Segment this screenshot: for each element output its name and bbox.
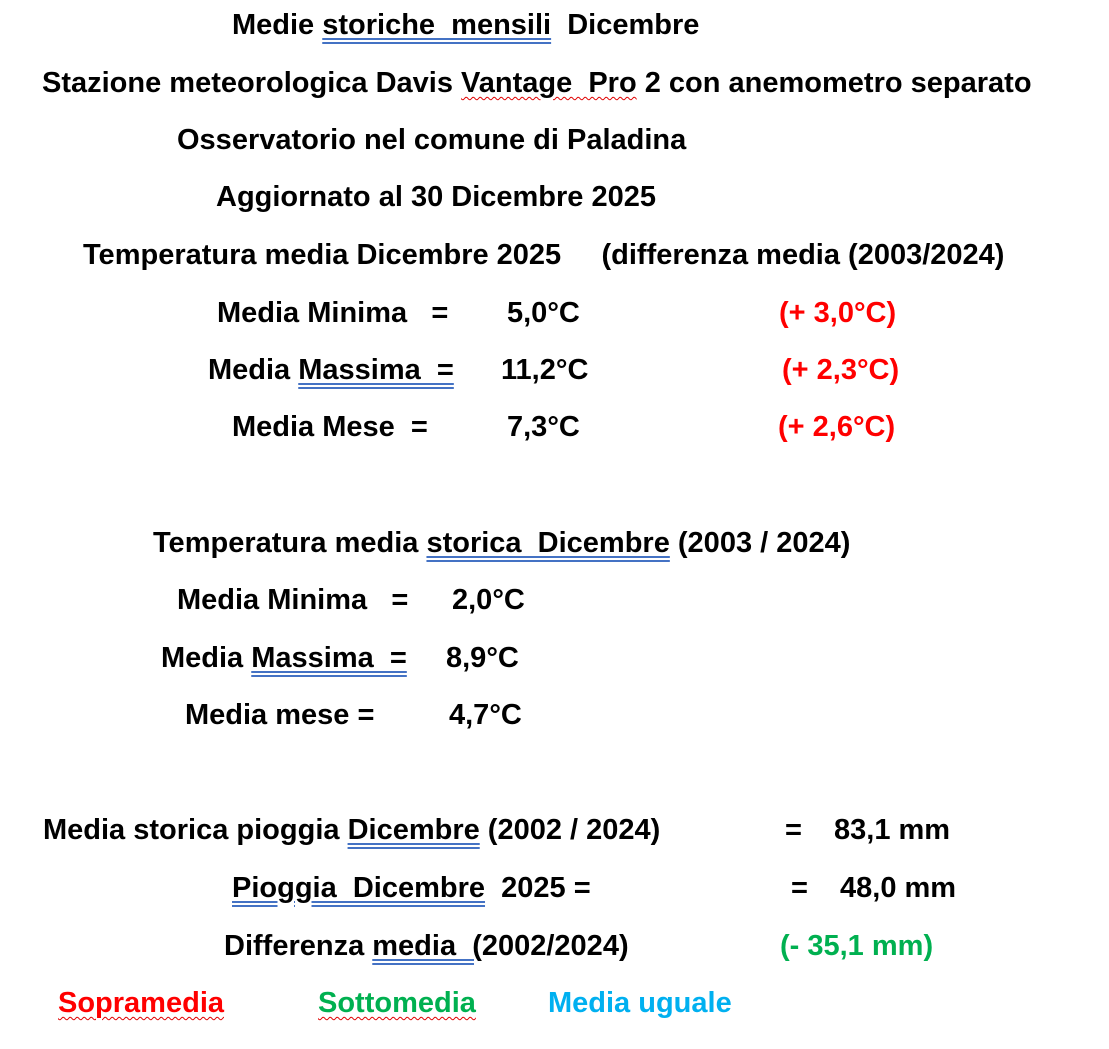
current-month-value: 7,3°C — [507, 411, 580, 443]
rain-historical-label: Media storica pioggia Dicembre (2002 / 2024) — [43, 814, 661, 846]
legend-below-average: Sottomedia — [318, 987, 476, 1019]
current-max-label: Media Massima = — [208, 354, 454, 386]
observatory-line: Osservatorio nel comune di Paladina — [177, 124, 687, 156]
station-line: Stazione meteorologica Davis Vantage Pro 2 con anemometro separato — [42, 67, 1032, 99]
rain-current-label: Pioggia Dicembre 2025 = — [232, 872, 591, 904]
current-temp-heading: Temperatura media Dicembre 2025 (differenza media (2003/2024) — [83, 239, 1005, 271]
historical-min-label: Media Minima = — [177, 584, 409, 616]
historical-max-label: Media Massima = — [161, 642, 407, 674]
rain-difference-label: Differenza media (2002/2024) — [224, 930, 629, 962]
historical-month-label: Media mese = — [185, 699, 375, 731]
historical-month-value: 4,7°C — [449, 699, 522, 731]
current-month-diff: (+ 2,6°C) — [778, 411, 896, 443]
updated-line: Aggiornato al 30 Dicembre 2025 — [216, 181, 656, 213]
legend-above-average: Sopramedia — [58, 987, 224, 1019]
current-min-value: 5,0°C — [507, 297, 580, 329]
rain-current-value: 48,0 mm — [840, 872, 957, 904]
current-min-label: Media Minima = — [217, 297, 449, 329]
historical-max-value: 8,9°C — [446, 642, 519, 674]
legend-equal-average: Media uguale — [548, 987, 732, 1019]
rain-difference-value: (- 35,1 mm) — [780, 930, 934, 962]
current-month-label: Media Mese = — [232, 411, 428, 443]
historical-temp-heading: Temperatura media storica Dicembre (2003 / 2024) — [153, 527, 851, 559]
current-max-value: 11,2°C — [501, 354, 589, 386]
rain-historical-equals: = — [785, 814, 802, 846]
rain-historical-value: 83,1 mm — [834, 814, 951, 846]
current-min-diff: (+ 3,0°C) — [779, 297, 897, 329]
page-title: Medie storiche mensili Dicembre — [232, 9, 700, 41]
rain-current-equals: = — [791, 872, 808, 904]
current-max-diff: (+ 2,3°C) — [782, 354, 900, 386]
historical-min-value: 2,0°C — [452, 584, 525, 616]
